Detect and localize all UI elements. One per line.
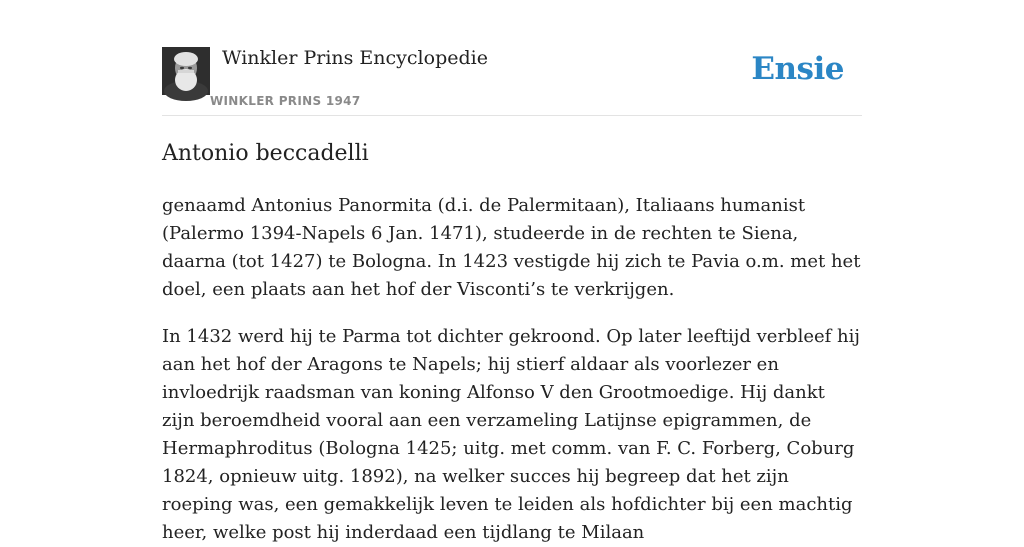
publication-subtitle: WINKLER PRINS 1947 — [210, 94, 361, 108]
bearded-man-portrait-icon — [162, 47, 210, 95]
article-paragraph: In 1432 werd hij te Parma tot dichter gekroond. Op later leeftijd verbleef hij aan het hof der Aragons te Napels; hij stierf aldaar als voorlezer en invloedrijk raadsman van koning Alfonso V den Grootmoedige. Hij dankt zijn beroemdheid vooral aan een verzameling Latijnse epigrammen, de Hermaphroditus (Bologna 1425; uitg. met comm. van F. C. Forberg, Coburg 1824, opnieuw uitg. 1892), na welker succes hij begreep dat het zijn roeping was, een gemakkelijk leven te leiden als hofdichter bij een machtig heer, welke post hij inderdaad een tijdlang te Milaan — [162, 326, 860, 543]
article — [162, 138, 862, 547]
avatar[interactable] — [162, 47, 210, 95]
brand-logo[interactable]: Ensie — [751, 51, 844, 87]
article-paragraph: genaamd Antonius Panormita (d.i. de Palermitaan), Italiaans humanist (Palermo 1394-Napels 6 Jan. 1471), studeerde in de rechten te Siena, daarna (tot 1427) te Bologna. In 1423 vestigde hij zich te Pavia o.m. met het doel, een plaats aan het hof der Visconti’s te verkrijgen. — [162, 195, 861, 300]
article-title: Antonio beccadelli — [162, 141, 369, 166]
publication-header — [162, 0, 862, 116]
publication-title[interactable]: Winkler Prins Encyclopedie — [222, 47, 488, 69]
